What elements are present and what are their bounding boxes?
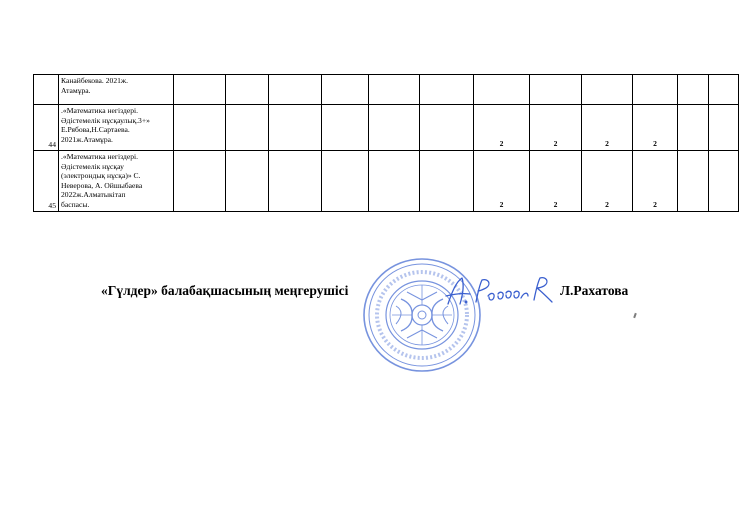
row-number [34, 75, 59, 105]
row-number: 45 [34, 151, 59, 212]
quantity-cell: 2 [633, 151, 678, 212]
ink-mark [633, 313, 637, 318]
signatory-name: Л.Рахатова [560, 283, 629, 298]
book-list-table [33, 74, 739, 212]
signature-position-label: «Гүлдер» балабақшасының меңгерушісі [101, 283, 349, 298]
quantity-cell: 2 [582, 105, 633, 151]
table-row [34, 105, 739, 151]
quantity-cell: 2 [530, 105, 582, 151]
quantity-cell: 2 [582, 151, 633, 212]
book-title-cell: Канайбекова. 2021ж. Атамұра. [59, 75, 174, 105]
table-row [34, 75, 739, 105]
row-number: 44 [34, 105, 59, 151]
quantity-cell: 2 [474, 151, 530, 212]
handwritten-signature [442, 274, 557, 310]
quantity-cell: 2 [633, 105, 678, 151]
quantity-cell: 2 [530, 151, 582, 212]
book-title-cell: .«Математика негіздері. Әдістемелік нұсқау (электрондық нұсқа)» С. Неверова, А. Ойшыбаева 2022ж.Алматыкітап баспасы. [59, 151, 174, 212]
table-row [34, 151, 739, 212]
official-stamp-seal [361, 254, 483, 376]
book-title-cell: .«Математика негіздері. Әдістемелік нұсқаулық.3+» Е.Рябова,Н.Сартаева. 2021ж.Атамұра. [59, 105, 174, 151]
quantity-cell: 2 [474, 105, 530, 151]
